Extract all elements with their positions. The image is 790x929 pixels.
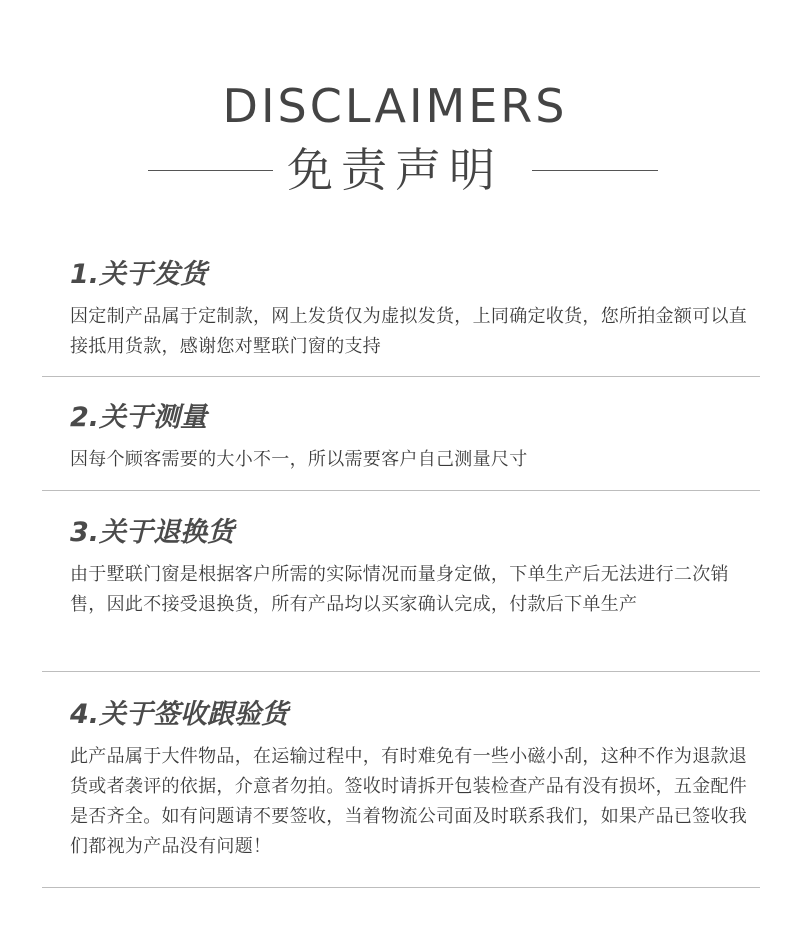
section-divider — [42, 490, 760, 491]
section-title: 1.关于发货 — [70, 259, 208, 290]
section-body: 由于墅联门窗是根据客户所需的实际情况而量身定做，下单生产后无法进行二次销售，因此不接受退换货，所有产品均以买家确认完成，付款后下单生产 — [70, 564, 729, 615]
section-divider — [42, 376, 760, 377]
section-delivery-inspection — [70, 697, 760, 862]
title-english: DISCLAIMERS — [222, 79, 568, 133]
section-title: 3.关于退换货 — [70, 517, 235, 548]
section-title: 2.关于测量 — [70, 402, 208, 433]
section-title: 4.关于签收跟验货 — [70, 699, 289, 730]
title-rule-right — [532, 170, 658, 171]
section-divider — [42, 671, 760, 672]
section-body: 此产品属于大件物品，在运输过程中，有时难免有一些小磁小刮，这种不作为退款退货或者袭评的依据，介意者勿拍。签收时请拆开包装检查产品有没有损坏，五金配件是否齐全。如有问题请不要签收，当着物流公司面及时联系我们，如果产品已签收我们都视为产品没有问题！ — [70, 746, 748, 857]
page-header — [0, 78, 790, 197]
section-shipping — [70, 257, 760, 362]
title-chinese: 免责声明 — [287, 143, 503, 197]
section-body: 因定制产品属于定制款，网上发货仅为虚拟发货，上同确定收货，您所拍金额可以直接抵用货款，感谢您对墅联门窗的支持 — [70, 306, 748, 357]
section-measurement — [70, 400, 760, 475]
section-returns — [70, 515, 760, 620]
section-divider — [42, 887, 760, 888]
title-chinese-row — [0, 140, 790, 200]
section-body: 因每个顾客需要的大小不一，所以需要客户自己测量尺寸 — [70, 449, 528, 470]
